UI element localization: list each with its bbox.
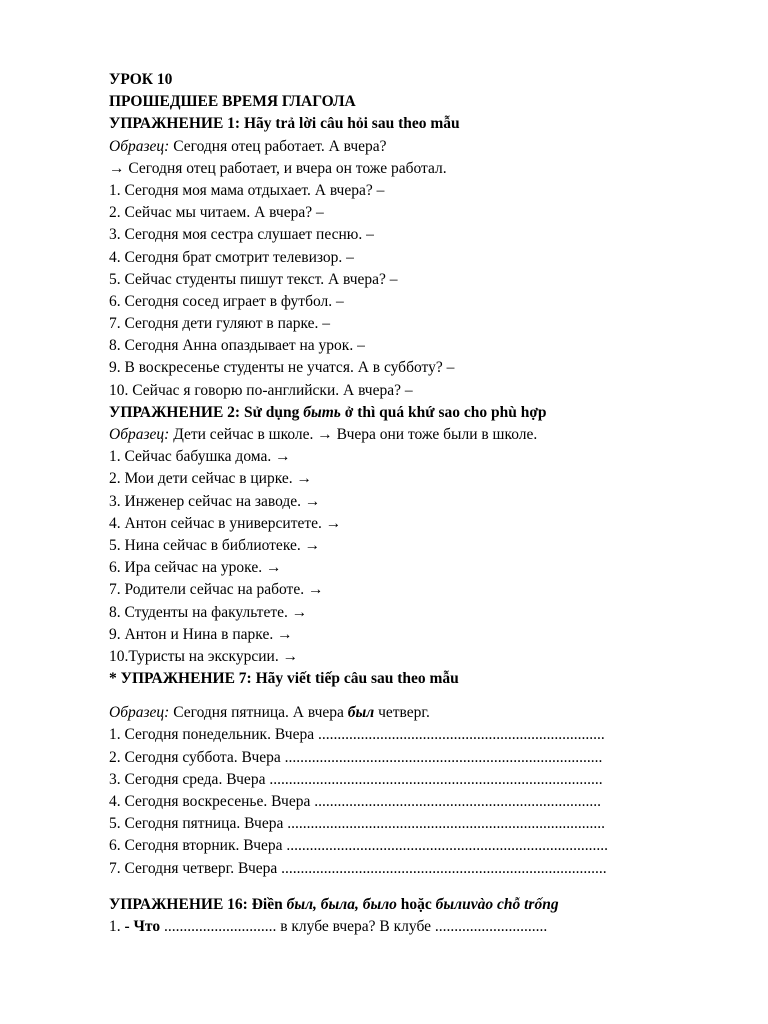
list-item: 4. Антон сейчас в университете. → [109,514,342,532]
exercise-1-items [109,180,719,402]
lesson-title: УРОК 10 [109,71,173,88]
exercise-16-heading [109,894,719,916]
item-text: ............................. в клубе вчера? В клубе ............................. [160,917,548,935]
list-item: 1. Сегодня понедельник. Вчера .......................................................................... [109,726,605,744]
exercise-1-sample-answer: → Сегодня отец работает, и вчера он тоже работал. [109,159,447,177]
list-item: 6. Ира сейчас на уроке. → [109,559,282,577]
spacer [109,690,719,702]
list-item: 2. Сегодня суббота. Вчера .................................................................................. [109,748,603,766]
list-item: 6. Сегодня вторник. Вчера ................................................................................... [109,837,608,855]
list-item: 2. Мои дети сейчас в цирке. → [109,470,313,488]
exercise-7-heading: * УПРАЖНЕНИЕ 7: Hãy viết tiếp câu sau theo mẫu [109,670,459,688]
sample-label: Образец: [109,426,170,443]
exercise-16-item-1 [109,916,719,938]
list-item: 7. Сегодня дети гуляют в парке. – [109,315,331,333]
list-item: 8. Сегодня Анна опаздывает на урок. – [109,337,365,355]
document-content [109,69,719,938]
sample-label: Образец: [109,704,170,722]
exercise-2-items [109,446,719,668]
list-item: 8. Студенты на факультете. → [109,603,308,621]
list-item: 5. Сейчас студенты пишут текст. А вчера? – [109,270,398,288]
heading-part: hoặc [396,895,436,913]
list-item: 7. Сегодня четверг. Вчера .................................................................................... [109,859,607,877]
list-item: 3. Сегодня среда. Вчера ...................................................................................... [109,770,603,788]
list-item: 10.Туристы на экскурсии. → [109,647,299,665]
sample-verb: был [347,704,375,722]
list-item: 6. Сегодня сосед играет в футбол. – [109,292,344,310]
item-number: 1. [109,917,125,935]
list-item: 1. Сегодня моя мама отдыхает. А вчера? – [109,181,385,199]
list-item: 4. Сегодня брат смотрит телевизор. – [109,248,354,266]
list-item: 4. Сегодня воскресенье. Вчера .......................................................................... [109,793,601,810]
heading-words: былиvào chỗ trống [435,895,559,913]
list-item: 5. Нина сейчас в библиотеке. → [109,536,321,554]
list-item: 9. В воскресенье студенты не учатся. А в субботу? – [109,359,455,377]
exercise-7-sample [109,702,719,724]
heading-part: УПРАЖНЕНИЕ 2: Sử dụng [109,403,304,421]
list-item: 9. Антон и Нина в парке. → [109,625,293,643]
heading-verb: быть [303,403,341,421]
sample-text: Сегодня отец работает. А вчера? [169,137,387,155]
list-item: 5. Сегодня пятница. Вчера .................................................................................. [109,815,605,833]
exercise-2-heading [109,402,719,424]
sample-text: четверг. [374,704,430,722]
list-item: 3. Сегодня моя сестра слушает песню. – [109,226,374,244]
heading-part: ở thì quá khứ sao cho phù hợp [340,403,547,421]
sample-label: Образец: [109,137,170,155]
list-item: 1. Сейчас бабушка дома. → [109,448,291,466]
heading-words: был, была, было [286,895,397,913]
exercise-7-items [109,724,719,879]
exercise-1-sample [109,136,719,158]
exercise-2-sample [109,424,719,446]
heading-part: УПРАЖНЕНИЕ 16: Điền [109,895,287,913]
sample-text: Дети сейчас в школе. → Вчера они тоже были в школе. [169,426,538,443]
list-item: 3. Инженер сейчас на заводе. → [109,492,321,510]
item-text: - Что [124,917,161,935]
list-item: 7. Родители сейчас на работе. → [109,581,324,599]
list-item: 10. Сейчас я говорю по-английски. А вчера? – [109,381,413,399]
exercise-1-heading: УПРАЖНЕНИЕ 1: Hãy trả lời câu hỏi sau theo mẫu [109,115,460,133]
list-item: 2. Сейчас мы читаем. А вчера? – [109,204,324,222]
sample-text: Сегодня пятница. А вчера [169,704,348,722]
lesson-subtitle: ПРОШЕДШЕЕ ВРЕМЯ ГЛАГОЛА [109,93,356,111]
spacer [109,880,719,894]
